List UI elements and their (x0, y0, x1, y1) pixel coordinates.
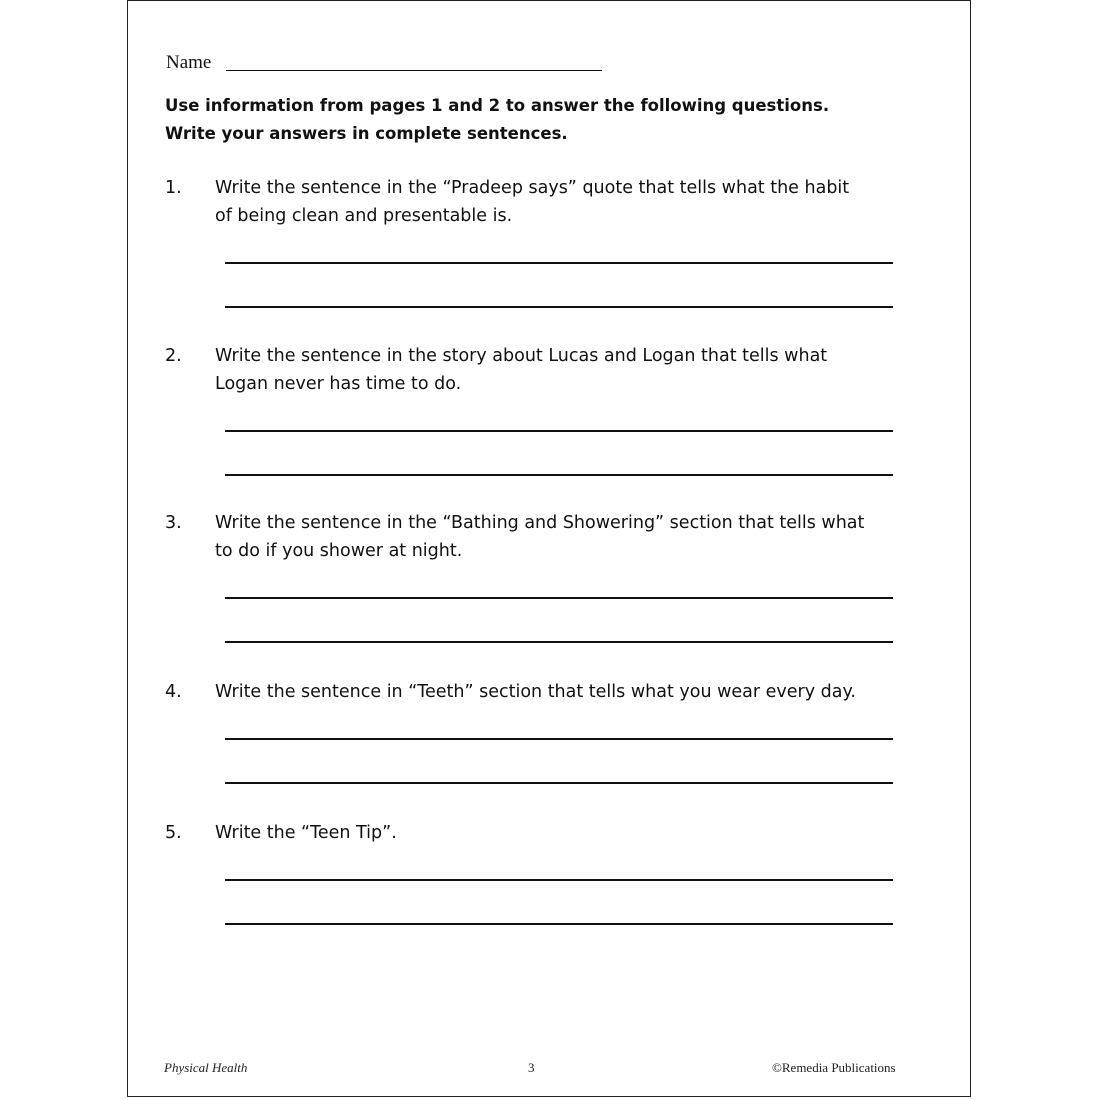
question-text-line: of being clean and presentable is. (215, 206, 513, 226)
instructions (165, 92, 885, 148)
answer-line[interactable] (225, 782, 893, 784)
question-text-line: Logan never has time to do. (215, 374, 462, 394)
question-number: 1. (165, 178, 182, 198)
name-label: Name (166, 52, 212, 73)
question-text-line: Write the sentence in the story about Lucas and Logan that tells what (215, 346, 828, 366)
footer-publisher: ©Remedia Publications (772, 1060, 896, 1075)
question-number: 3. (165, 513, 182, 533)
question-text-line: Write the sentence in the “Pradeep says” quote that tells what the habit (215, 178, 850, 198)
question-text (215, 509, 905, 565)
answer-line[interactable] (225, 597, 893, 599)
question-number: 4. (165, 682, 182, 702)
question-text-line: Write the “Teen Tip”. (215, 823, 397, 843)
answer-line[interactable] (225, 306, 893, 308)
answer-line[interactable] (225, 641, 893, 643)
answer-line[interactable] (225, 738, 893, 740)
answer-line[interactable] (225, 474, 893, 476)
question-text-line: to do if you shower at night. (215, 541, 463, 561)
name-blank-line[interactable] (226, 70, 602, 71)
answer-line[interactable] (225, 262, 893, 264)
question-text (215, 819, 905, 847)
question-text (215, 678, 905, 706)
question-text-line: Write the sentence in the “Bathing and Showering” section that tells what (215, 513, 865, 533)
question-number: 5. (165, 823, 182, 843)
footer-subject: Physical Health (164, 1060, 248, 1075)
footer-page-number: 3 (528, 1060, 535, 1075)
question-text (215, 174, 905, 230)
instructions-line-2: Write your answers in complete sentences. (165, 124, 568, 143)
answer-line[interactable] (225, 879, 893, 881)
question-text (215, 342, 905, 398)
question-number: 2. (165, 346, 182, 366)
answer-line[interactable] (225, 430, 893, 432)
question-text-line: Write the sentence in “Teeth” section that tells what you wear every day. (215, 682, 856, 702)
answer-line[interactable] (225, 923, 893, 925)
instructions-line-1: Use information from pages 1 and 2 to answer the following questions. (165, 96, 830, 115)
